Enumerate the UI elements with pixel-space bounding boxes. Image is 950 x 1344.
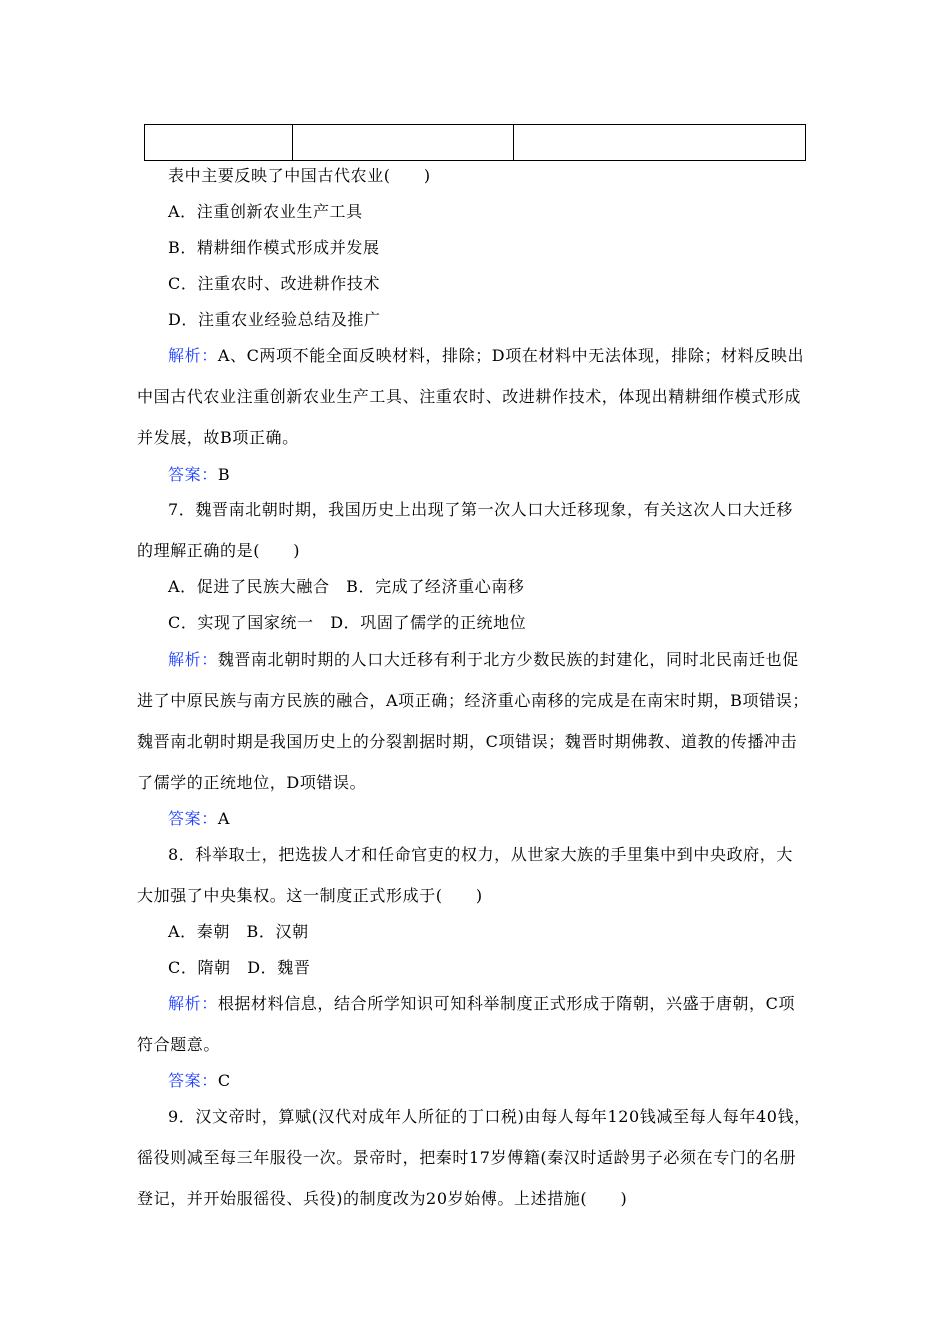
q8-stem-line: 8．科举取士，把选拔人才和任命官吏的权力，从世家大族的手里集中到中央政府，大 [168,845,793,864]
q7-analysis-line: 了儒学的正统地位，D项错误。 [137,773,367,792]
analysis-label: 解析： [168,346,218,365]
q6-stem: 表中主要反映了中国古代农业( ) [168,166,431,185]
q7-analysis-line [168,650,799,670]
analysis-label: 解析： [168,994,218,1013]
table-fragment [144,124,806,161]
q6-answer-line [168,465,230,485]
q8-analysis-line: 符合题意。 [137,1035,221,1054]
q7-stem-line: 的理解正确的是( ) [137,541,301,560]
q6-analysis-line: 并发展，故B项正确。 [137,428,299,447]
q7-answer-line [168,809,230,829]
analysis-label: 解析： [168,650,218,669]
q8-stem-line: 大加强了中央集权。这一制度正式形成于( ) [137,886,483,905]
q9-stem-line: 9．汉文帝时，算赋(汉代对成年人所征的丁口税)由每人每年120钱减至每人每年40钱， [168,1107,811,1126]
q7-options-row: C．实现了国家统一 D．巩固了儒学的正统地位 [168,613,527,632]
answer-label: 答案： [168,465,218,484]
q6-option-b: B．精耕细作模式形成并发展 [168,238,380,257]
answer-value: C [217,1071,231,1090]
q9-stem-line: 徭役则减至每三年服役一次。景帝时，把秦时17岁傅籍(秦汉时适龄男子必须在专门的名册 [137,1148,797,1167]
q6-option-a: A．注重创新农业生产工具 [168,202,363,221]
q8-answer-line [168,1071,231,1091]
answer-label: 答案： [168,809,218,828]
q8-options-row: A．秦朝 B．汉朝 [168,922,309,941]
q8-options-row: C．隋朝 D．魏晋 [168,958,311,977]
table-cell [145,125,293,160]
q6-analysis-line [168,346,804,366]
q6-option-c: C．注重农时、改进耕作技术 [168,274,381,293]
q7-analysis-line: 魏晋南北朝时期是我国历史上的分裂割据时期，C项错误；魏晋时期佛教、道教的传播冲击 [137,732,798,751]
answer-value: A [217,809,230,828]
q7-analysis-line: 进了中原民族与南方民族的融合，A项正确；经济重心南移的完成是在南宋时期，B项错误； [137,691,809,710]
analysis-text: A、C两项不能全面反映材料，排除；D项在材料中无法体现，排除；材料反映出 [217,346,805,365]
q9-stem-line: 登记，并开始服徭役、兵役)的制度改为20岁始傅。上述措施( ) [137,1189,628,1208]
answer-label: 答案： [168,1071,218,1090]
q7-options-row: A．促进了民族大融合 B．完成了经济重心南移 [168,577,525,596]
table-cell [293,125,514,160]
q7-stem-line: 7．魏晋南北朝时期，我国历史上出现了第一次人口大迁移现象，有关这次人口大迁移 [168,500,793,519]
analysis-text: 魏晋南北朝时期的人口大迁移有利于北方少数民族的封建化，同时北民南迁也促 [217,650,799,669]
analysis-text: 根据材料信息，结合所学知识可知科举制度正式形成于隋朝，兴盛于唐朝，C项 [217,994,796,1013]
q8-analysis-line [168,994,795,1014]
q6-option-d: D．注重农业经验总结及推广 [168,310,381,329]
q6-analysis-line: 中国古代农业注重创新农业生产工具、注重农时、改进耕作技术，体现出精耕细作模式形成 [137,387,802,406]
table-cell [514,125,805,160]
answer-value: B [217,465,231,484]
